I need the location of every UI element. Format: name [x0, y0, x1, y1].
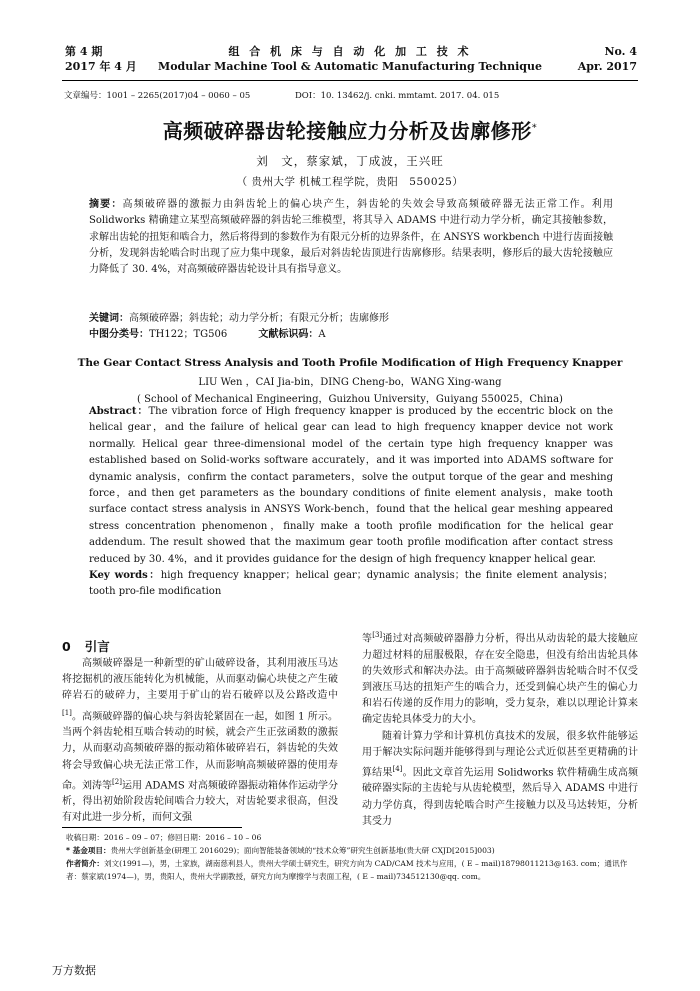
- body-left-column: [62, 656, 338, 827]
- author-text: 刘文(1991—)，男，土家族，湖南慈利县人，贵州大学硕士研究生，研究方向为 CAD/CAM 技术与应用，( E – mail)18798011213@163. com；通讯作者：蔡家斌(1974—)，男，贵阳人，贵州大学副教授，研究方向为摩擦学与表面工程，( E – mail)734512130@qq. com。: [66, 859, 628, 881]
- clc-value: TH122；TG506: [149, 329, 228, 340]
- fund-text: 贵州大学创新基金(研理工 2016029)；面向智能装备领域的“技术众筹”研究生创新基地(贵大研 CXJD[2015]003): [110, 846, 495, 855]
- date-en: Apr. 2017: [577, 60, 637, 73]
- section-number: 0: [62, 639, 71, 654]
- intro-paragraph-1: [62, 656, 338, 827]
- english-authors: LIU Wen ，CAI Jia-bin，DING Cheng-bo，WANG Xing-wang: [198, 377, 502, 388]
- footer-watermark: 万方数据: [52, 964, 96, 977]
- abstract-en-text: The vibration force of High frequency knapper is produced by the eccentric block on the helical gear，and the failure of helical gear can lead to high frequency knapper device not work normally. Helical gear three-dimensional model of the certain type high frequency knapper was established based on Solid-works software accurately，and it was imported into ADAMS software for dynamic analysis，confirm the contact parameters，solve the output torque of the gear and meshing force，and then get parameters as the boundary conditions of finite element analysis，make tooth surface contact stress analysis in ANSYS Work-bench，found that the helical gear meshing appeared stress concentration phenomenon，finally make a tooth profile modification for the helical gear addendum. The result showed that the maximum gear tooth profile modification after contact stress reduced by 30. 4%，and it provides guidance for the design of high frequency knapper helical gear.: [89, 406, 613, 565]
- footnote-received: 收稿日期：2016 – 09 – 07；修回日期：2016 – 10 – 06: [66, 833, 262, 842]
- keywords-cn-label: 关键词：: [89, 313, 129, 324]
- abstract-en: [89, 404, 613, 568]
- fund-label: * 基金项目：: [66, 846, 111, 855]
- abstract-cn-text: 高频破碎器的激振力由斜齿轮上的偏心块产生，斜齿轮的失效会导致高频破碎器无法正常工作。利用 Solidworks 精确建立某型高频破碎器的斜齿轮三维模型，将其导入 ADAMS 中进行动力学分析，确定其接触参数，求解出齿轮的扭矩和啮合力，然后将得到的参数作为有限元分析的边界条件，在 ANSYS workbench 中进行齿面接触分析，发现斜齿轮啮合时出现了应力集中现象，最后对斜齿轮齿顶进行齿廓修形。结果表明，修形后的最大齿轮接触应力降低了 30. 4%，对高频破碎器齿轮设计具有指导意义。: [89, 199, 614, 276]
- abstract-en-label: Abstract：: [89, 406, 149, 417]
- doc-code-value: A: [318, 329, 326, 340]
- journal-title-cn: 组 合 机 床 与 自 动 化 加 工 技 术: [228, 45, 472, 58]
- article-meta: [64, 89, 640, 101]
- intro-paragraph-2: [362, 729, 638, 831]
- text-run: 。高频破碎器的偏心块与斜齿轮紧固在一起，如图 1 所示。当两个斜齿轮相互啮合转动的时候，就会产生正弦函数的激振力，从而驱动高频破碎器的振动箱体破碎岩石，斜齿轮的失效将会导致偏心块无法正常工作，从而影响高频破碎器的使用寿命。刘涛等: [62, 710, 338, 792]
- abstract-cn: [89, 197, 613, 278]
- text-run: 高频破碎器是一种新型的矿山破碎设备，其利用液压马达将挖掘机的液压能转化为机械能，从而驱动偏心块使之产生破碎岩石的破碎力，主要用于矿山的岩石破碎以及公路改造中: [62, 658, 338, 702]
- header-divider: [62, 80, 638, 81]
- header-right: [578, 44, 637, 74]
- affiliation: （ 贵州大学 机械工程学院，贵阳 550025）: [236, 176, 464, 188]
- section-title: 引言: [84, 639, 110, 654]
- author-label: 作者简介：: [66, 859, 104, 868]
- paper-title: [0, 115, 700, 144]
- text-run: 。因此文章首先运用 Solidworks 软件精确生成高频破碎器实际的主齿轮与从齿轮模型，然后导入 ADAMS 中进行动力学仿真，得到齿轮啮合时产生接触力以及马达转矩，分析其受力: [362, 767, 639, 827]
- citation-4[interactable]: [4]: [392, 764, 403, 773]
- keywords-en: [89, 568, 613, 601]
- text-run: 运用 ADAMS 对高频破碎器振动箱体作运动学分析，得出初始阶段齿轮间啮合力较大，对齿轮要求很高，但没有对此进一步分析，而何文强: [62, 780, 339, 824]
- issue-en: No. 4: [604, 45, 637, 58]
- english-affiliation: ( School of Mechanical Engineering，Guizhou University，Guiyang 550025，China): [137, 394, 563, 405]
- english-title: The Gear Contact Stress Analysis and Tooth Profile Modification of High Frequency Knapper: [77, 357, 623, 369]
- doc-code-label: 文献标识码：: [258, 329, 319, 340]
- footnote-author: [66, 857, 638, 883]
- intro-paragraph-1-cont: [362, 627, 638, 729]
- doi: DOI：10. 13462/j. cnki. mmtamt. 2017. 04. 015: [294, 91, 500, 101]
- date-cn: 2017 年 4 月: [65, 60, 137, 73]
- footnote-divider: [62, 827, 242, 828]
- section-heading: [62, 637, 110, 655]
- title-footnote-mark: *: [531, 122, 538, 134]
- footnote-fund: [66, 844, 638, 857]
- paper-title-text: 高频破碎器齿轮接触应力分析及齿廓修形: [162, 119, 532, 143]
- classification: [89, 327, 326, 343]
- text-run: 随着计算力学和计算机仿真技术的发展，很多软件能够运用于解决实际问题并能够得到与理论公式近似甚至更精确的计算结果: [362, 730, 638, 779]
- keywords-cn: [89, 311, 389, 327]
- abstract-cn-label: 摘要：: [89, 199, 123, 210]
- authors: 刘 文，蔡家斌，丁成波，王兴旺: [256, 154, 444, 168]
- journal-title-en: Modular Machine Tool & Automatic Manufacturing Technique: [158, 60, 542, 73]
- text-run: 通过对高频破碎器静力分析，得出从动齿轮的最大接触应力超过材料的屈服极限，存在安全隐患，但没有给出齿轮具体的失效形式和解决办法。由于高频破碎器斜齿轮啮合时不仅受到液压马达的扭矩产生的啮合力，还受到偏心块产生的偏心力和岩石传递的反作用力的影响，受力复杂，难以以理论计算来确定齿轮具体受力的大小。: [362, 633, 639, 726]
- citation-1[interactable]: [1]: [62, 708, 72, 717]
- issue-cn: 第 4 期: [65, 45, 103, 58]
- citation-3[interactable]: [3]: [372, 631, 383, 639]
- keywords-cn-text: 高频破碎器；斜齿轮；动力学分析；有限元分析；齿廓修形: [129, 313, 389, 324]
- citation-2[interactable]: [2]: [112, 777, 122, 786]
- text-run: 等: [362, 633, 373, 645]
- keywords-en-label: Key words：: [89, 570, 161, 581]
- article-number: 文章编号：1001 – 2265(2017)04 – 0060 – 05: [64, 91, 251, 101]
- keywords-en-text: high frequency knapper；helical gear；dynamic analysis；the finite element analysis；tooth pro-file modification: [89, 570, 614, 598]
- clc-label: 中图分类号：: [89, 329, 149, 340]
- body-right-column: [362, 627, 638, 830]
